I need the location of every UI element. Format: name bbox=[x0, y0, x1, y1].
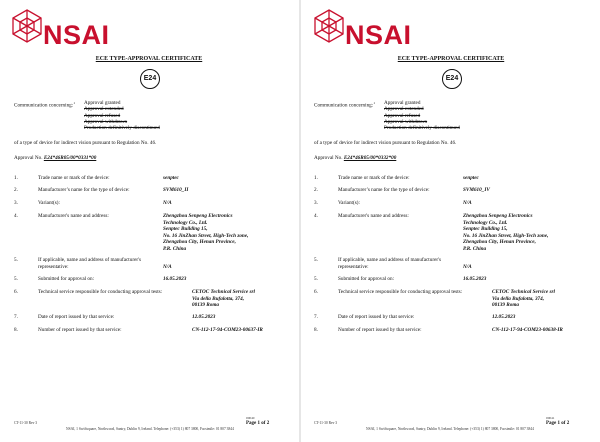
technical-service-line: Via della Bufalotta, 374, bbox=[192, 295, 245, 302]
item-value: N/A bbox=[463, 263, 472, 270]
manufacturer-address-line: P.R. China bbox=[163, 245, 187, 252]
manufacturer-address-line: P.R. China bbox=[463, 245, 487, 252]
certificate-title: ECE TYPE-APPROVAL CERTIFICATE bbox=[397, 56, 505, 62]
manufacturer-address-line: Senptec Building 15, bbox=[463, 226, 508, 232]
status-approval-granted: Approval granted bbox=[84, 100, 121, 106]
item-value: SVM610_II bbox=[163, 187, 189, 193]
item-label: Technical service responsible for conducting approval tests: bbox=[338, 289, 463, 295]
item-number: 4. bbox=[14, 213, 18, 219]
item-value: CN-112-17-94-COM23-00638-IR bbox=[492, 327, 563, 333]
item-label: Technical service responsible for conducting approval tests: bbox=[38, 289, 163, 295]
communication-label: Communication concerning:$^1$ bbox=[14, 101, 75, 109]
item-number: 2. bbox=[14, 187, 18, 193]
item-value: senptec bbox=[163, 175, 179, 181]
approval-number: Approval No. E24*46R05/00*0331*00 bbox=[14, 155, 97, 161]
item-label: Number of report issued by that service: bbox=[38, 327, 122, 333]
manufacturer-name-line: Zhengzhou Senpeng Electronics bbox=[463, 213, 533, 219]
technical-service-line: 00139 Roma bbox=[192, 302, 219, 308]
item-label: Variant(s): bbox=[38, 200, 60, 206]
item-value: 12.05.2023 bbox=[492, 314, 516, 320]
manufacturer-address-line: Senptec Building 15, bbox=[163, 226, 208, 232]
approval-number: Approval No. E24*46R05/00*0332*00 bbox=[314, 155, 397, 161]
item-label: Number of report issued by that service: bbox=[338, 327, 422, 333]
item-label: representative: bbox=[338, 263, 369, 270]
technical-service-line: CETOC Technical Service srl bbox=[492, 289, 555, 295]
status-approval-granted: Approval granted bbox=[384, 100, 421, 106]
item-label: Date of report issued by that service: bbox=[338, 314, 415, 320]
nsai-logo bbox=[10, 8, 120, 56]
item-number: 8. bbox=[14, 327, 18, 333]
item-number: 6. bbox=[14, 289, 18, 295]
nsai-hexagon-icon bbox=[312, 8, 346, 44]
manufacturer-name-line: Technology Co., Ltd. bbox=[463, 219, 508, 226]
certificate-page-left bbox=[0, 0, 298, 442]
nsai-wordmark: NSAI bbox=[345, 20, 412, 50]
item-label: If applicable, name and address of manufacturer's bbox=[338, 257, 442, 263]
footer-address: NSAI, 1 Swiftsquare, Northwood, Santry, Dublin 9, Ireland. Telephone: (+353) 1) 807 3800, Facsimile: 01 807 3844 bbox=[66, 427, 234, 431]
technical-service-line: CETOC Technical Service srl bbox=[192, 289, 255, 295]
item-number: 5. bbox=[14, 276, 18, 282]
status-approval-withdrawn: Approval withdrawn bbox=[84, 118, 128, 125]
device-type-line: of a type of device for indirect vision pursuant to Regulation No. 46. bbox=[14, 140, 157, 146]
footer-address: NSAI, 1 Swiftsquare, Northwood, Santry, Dublin 9, Ireland. Telephone: (+353) 1) 807 3800, Facsimile: 01 807 3844 bbox=[366, 427, 534, 431]
manufacturer-address-line: No. 16 JinZhan Street, High-Tech zone, bbox=[463, 232, 549, 239]
item-number: 3. bbox=[314, 200, 318, 206]
item-number: 5. bbox=[14, 257, 18, 263]
manufacturer-name-line: Technology Co., Ltd. bbox=[163, 219, 208, 226]
item-label: Manufacturer’s name for the type of device: bbox=[338, 187, 430, 193]
item-label: If applicable, name and address of manufacturer's bbox=[38, 257, 142, 263]
item-number: 1. bbox=[14, 175, 18, 181]
item-label: Manufacturer’s name for the type of device: bbox=[38, 187, 130, 193]
page-number: Page 1 of 2 bbox=[246, 421, 270, 426]
manufacturer-address-line: Zhengzhou City, Henan Province, bbox=[163, 239, 236, 245]
item-value: senptec bbox=[463, 175, 479, 181]
technical-service-line: Via della Bufalotta, 374, bbox=[492, 295, 545, 302]
certificate-page-right bbox=[302, 0, 600, 442]
technical-service-line: 00139 Roma bbox=[492, 302, 519, 308]
item-number: 5. bbox=[314, 257, 318, 263]
item-value: N/A bbox=[463, 200, 472, 206]
item-number: 7. bbox=[14, 314, 18, 320]
item-value: 16.05.2023 bbox=[163, 276, 187, 282]
item-number: 5. bbox=[314, 276, 318, 282]
status-production-discontinued: Production definitively discontinued bbox=[84, 125, 160, 132]
manufacturer-address-line: No. 16 JinZhan Street, High-Tech zone, bbox=[163, 232, 249, 239]
item-label: Date of report issued by that service: bbox=[38, 314, 115, 320]
page-number: Page 1 of 2 bbox=[546, 421, 570, 426]
certificate-title: ECE TYPE-APPROVAL CERTIFICATE bbox=[95, 56, 203, 62]
status-approval-refused: Approval refused bbox=[84, 112, 121, 119]
nsai-logo bbox=[312, 8, 422, 56]
item-label: Submitted for approval on: bbox=[338, 276, 395, 282]
item-number: 6. bbox=[314, 289, 318, 295]
item-label: Variant(s): bbox=[338, 200, 360, 206]
document-reference: 00040 bbox=[246, 416, 255, 420]
item-number: 7. bbox=[314, 314, 318, 320]
approval-mark-badge: E24 bbox=[442, 69, 462, 89]
status-approval-refused: Approval refused bbox=[384, 112, 421, 119]
item-label: Trade name or mark of the device: bbox=[338, 175, 410, 181]
communication-label: Communication concerning:$^1$ bbox=[314, 101, 375, 109]
nsai-wordmark: NSAI bbox=[43, 20, 110, 50]
item-value: N/A bbox=[163, 200, 172, 206]
status-approval-extended: Approval extended bbox=[84, 106, 124, 113]
nsai-hexagon-icon bbox=[10, 8, 44, 44]
item-number: 2. bbox=[314, 187, 318, 193]
item-label: Manufacturer's name and address: bbox=[338, 213, 409, 219]
manufacturer-name-line: Zhengzhou Senpeng Electronics bbox=[163, 213, 233, 219]
item-value: CN-112-17-94-COM23-00637-IR bbox=[192, 327, 263, 333]
status-approval-withdrawn: Approval withdrawn bbox=[384, 118, 428, 125]
item-number: 4. bbox=[314, 213, 318, 219]
manufacturer-address-line: Zhengzhou City, Henan Province, bbox=[463, 239, 536, 245]
item-number: 3. bbox=[14, 200, 18, 206]
item-value: N/A bbox=[163, 263, 172, 270]
item-value: 12.05.2023 bbox=[192, 314, 216, 320]
item-label: Trade name or mark of the device: bbox=[38, 175, 110, 181]
document-reference: 00041 bbox=[546, 416, 555, 420]
item-number: 1. bbox=[314, 175, 318, 181]
status-production-discontinued: Production definitively discontinued bbox=[384, 125, 460, 132]
status-approval-extended: Approval extended bbox=[384, 106, 424, 113]
item-label: representative: bbox=[38, 263, 69, 270]
form-reference: CT-11-30 Rev 3 bbox=[14, 421, 38, 425]
form-reference: CT-11-30 Rev 3 bbox=[314, 421, 338, 425]
page-divider bbox=[299, 0, 301, 442]
item-label: Manufacturer's name and address: bbox=[38, 213, 109, 219]
item-number: 8. bbox=[314, 327, 318, 333]
device-type-line: of a type of device for indirect vision pursuant to Regulation No. 46. bbox=[314, 140, 457, 146]
item-value: 16.05.2023 bbox=[463, 276, 487, 282]
approval-mark-badge: E24 bbox=[140, 69, 160, 89]
item-value: SVM610_IV bbox=[463, 187, 490, 193]
item-label: Submitted for approval on: bbox=[38, 276, 95, 282]
